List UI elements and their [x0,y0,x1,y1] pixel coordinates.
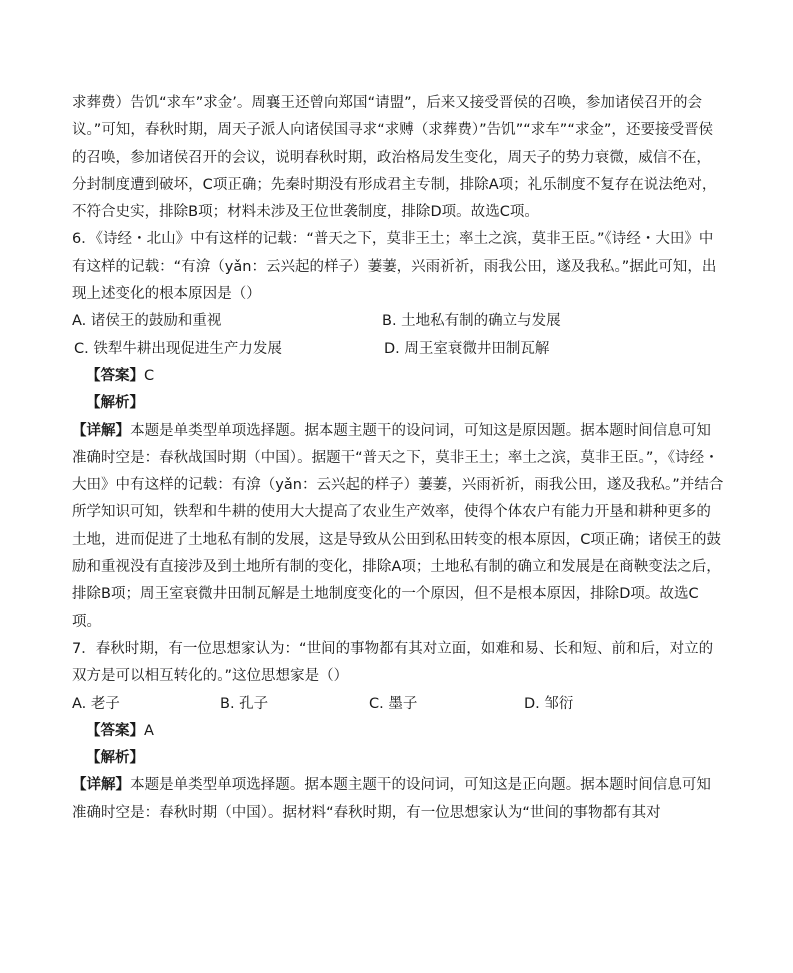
question-7-options-row [72,691,724,718]
question-6-stem: 6．《诗经・北山》中有这样的记载：“普天之下，莫非王土；率土之滨，莫非王臣。”《诗经・大田》中有这样的记载：“有渰（yǎn：云兴起的样子）萋萋，兴雨祈祈，雨我公田，遂及我私。”据此可知，出现上述变化的根本原因是（） [72,231,717,303]
detail-text: 本题是单类型单项选择题。据本题主题干的设问词，可知这是正向题。据本题时间信息可知准确时空是：春秋时期（中国）。据材料“春秋时期，有一位思想家认为“世间的事物都有其对 [72,777,711,821]
question-7 [72,636,724,827]
question-7-option-a: A. 老子 [72,695,120,712]
question-7-detail [72,772,724,827]
answer-value: C [144,367,155,384]
document-body [72,90,724,827]
analysis-label: 【解析】 [86,750,144,767]
question-6-option-c: C. 铁犁牛耕出现促进生产力发展 [74,340,282,357]
answer-label: 【答案】 [86,367,144,384]
question-7-option-c: C. 墨子 [369,695,418,712]
question-6-options-row-1 [72,308,724,335]
question-6-analysis-heading [72,390,724,417]
analysis-label: 【解析】 [86,395,144,412]
answer-label: 【答案】 [86,722,144,739]
question-6-options-row-2 [72,336,724,363]
detail-label: 【详解】 [72,777,131,794]
question-6-option-d: D. 周王室衰微井田制瓦解 [384,340,550,357]
question-6-option-a: A. 诸侯王的鼓励和重视 [72,313,222,330]
detail-label: 【详解】 [72,422,131,439]
question-6 [72,226,724,635]
question-7-option-b: B. 孔子 [220,695,269,712]
answer-value: A [144,722,154,739]
question-6-option-b: B. 土地私有制的确立与发展 [382,313,561,330]
question-7-analysis-heading [72,745,724,772]
prev-analysis-continuation: 求葬费）告饥“求车”求金’。周襄王还曾向郑国“请盟”，后来又接受晋侯的召唤，参加诸侯召开的会议。”可知，春秋时期，周天子派人向诸侯国寻求“求赙（求葬费）”告饥”“求车”“求金”，还要接受晋侯的召唤，参加诸侯召开的会议，说明春秋时期，政治格局发生变化，周天子的势力衰微，威信不在，分封制度遭到破坏，C项正确；先秦时期没有形成君主专制，排除A项；礼乐制度不复存在说法绝对，不符合史实，排除B项；材料未涉及王位世袭制度，排除D项。故选C项。 [72,95,717,221]
question-7-stem: 7．春秋时期，有一位思想家认为：“世间的事物都有其对立面，如难和易、长和短、前和后，对立的双方是可以相互转化的。”这位思想家是（） [72,640,714,685]
detail-text: 本题是单类型单项选择题。据本题主题干的设问词，可知这是原因题。据本题时间信息可知准确时空是：春秋战国时期（中国）。据题干“普天之下，莫非王土；率土之滨，莫非王臣。”，《诗经・大田》中有这样的记载：有渰（yǎn：云兴起的样子）萋萋，兴雨祈祈，雨我公田，遂及我私。”并结合所学知识可知，铁犁和牛耕的使用大大提高了农业生产效率，使得个体农户有能力开垦和耕种更多的土地，进而促进了土地私有制的发展，这是导致从公田到私田转变的根本原因，C项正确；诸侯王的鼓励和重视没有直接涉及到土地所有制的变化，排除A项；土地私有制的确立和发展是在商鞅变法之后，排除B项；周王室衰微井田制瓦解是土地制度变化的一个原因，但不是根本原因，排除D项。故选C项。 [72,422,724,630]
question-7-option-d: D. 邹衍 [524,695,574,712]
question-6-answer [72,363,724,390]
question-6-detail [72,418,724,636]
question-7-answer [72,718,724,745]
